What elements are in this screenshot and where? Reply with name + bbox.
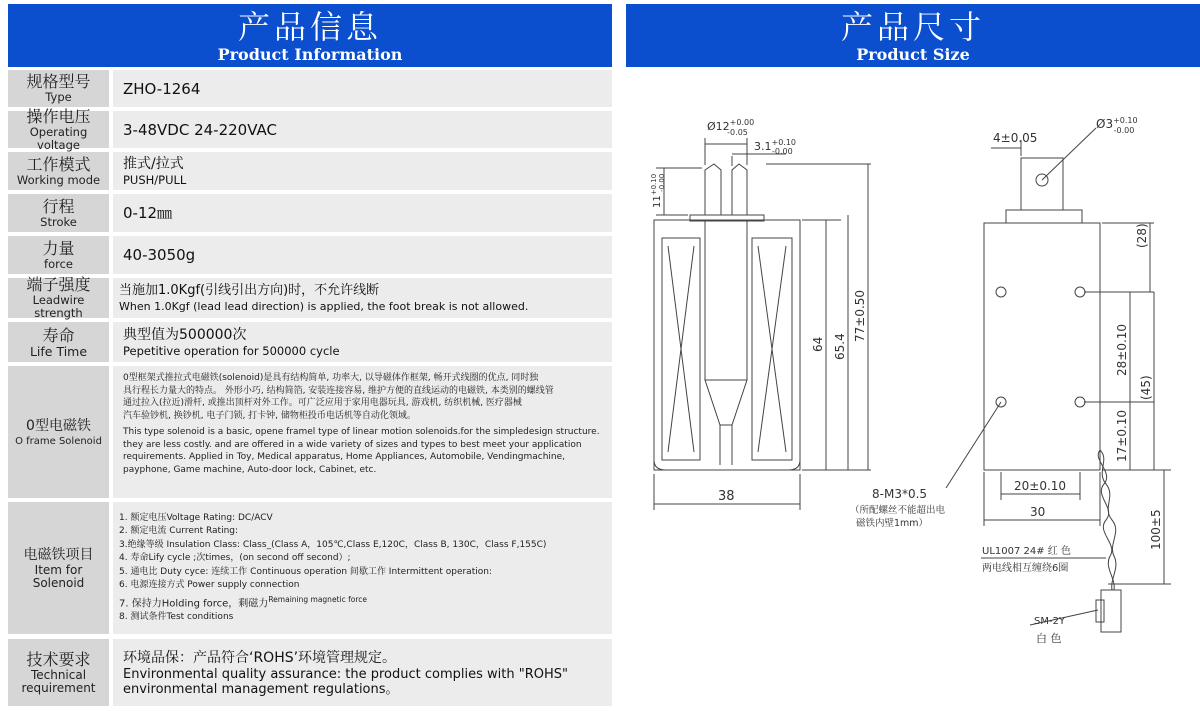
- label-cn: 端子强度: [26, 275, 91, 294]
- label-cn: 0型电磁铁: [26, 417, 91, 434]
- label-w38: 38: [718, 489, 735, 504]
- label-w30: 30: [1030, 505, 1046, 519]
- label-cn: 技术要求: [26, 649, 91, 669]
- label-d12: $Ø12^{+0.00}$ -0.05: [707, 118, 755, 137]
- label-en: Type: [45, 90, 72, 104]
- label-en: O frame Solenoid: [15, 435, 102, 447]
- desc-en-line: requirements. Applied in Toy, Medical apparatus, Home Appliances, Automobile, Vendingmachine,: [123, 452, 566, 462]
- label-h17: 17±0.10: [1115, 409, 1129, 462]
- banner-title-en: Product Information: [217, 45, 403, 64]
- value-text: 0-12㎜: [123, 204, 173, 222]
- label-wire: UL1007 24# 红 色: [982, 546, 1071, 557]
- label-h654: 65.4: [833, 333, 847, 360]
- side-mount-hole: [1075, 287, 1085, 297]
- value-text: 推式/拉式: [123, 156, 184, 172]
- spec-row-force: [8, 236, 612, 274]
- side-mount-hole: [996, 397, 1006, 407]
- spec-label: [8, 194, 109, 232]
- label-cn: 力量: [42, 238, 75, 258]
- desc-cn-line: 通过拉入(拉近)滑杆, 或推出顶杆对外工作。可广泛应用于家用电器玩具, 游戏机, 纺织机械, 医疗器械: [123, 398, 522, 408]
- label-en: Operating voltage: [29, 124, 88, 152]
- item-line: 3.绝缘等级 Insulation Class: Class_(Class A，105℃,Class E,120C，Class B, 130C，Class F,155C): [119, 539, 547, 550]
- front-body-outline: [654, 220, 800, 470]
- value-text: 3-48VDC 24-220VAC: [123, 120, 277, 139]
- spec-row-voltage: [8, 106, 612, 152]
- label-en: force: [44, 256, 73, 271]
- label-cn: 寿命: [42, 325, 75, 345]
- spec-label: [8, 70, 109, 107]
- side-connector: [1101, 590, 1121, 632]
- item-line-text: 7. 保持力Holding force，剩磁力: [119, 598, 269, 610]
- label-en: Technical: [30, 667, 87, 682]
- label-h64: 64: [811, 336, 825, 352]
- spec-label: [8, 275, 109, 320]
- label-h100: 100±5: [1149, 509, 1163, 550]
- item-line: [119, 593, 612, 611]
- item-line: 4. 寿命Lify cycle ;次times，(on second off second）;: [119, 553, 351, 564]
- dim-leader-d3: [1042, 128, 1096, 180]
- front-coil-right: [752, 238, 792, 460]
- spec-value: [113, 194, 612, 232]
- label-m3: 8-M3*0.5: [872, 487, 928, 501]
- spec-value: [113, 111, 612, 148]
- label-en: Leadwire strength: [32, 293, 85, 320]
- desc-en-line: payphone, Game machine, Auto-door lock, Cabinet, etc.: [123, 464, 377, 475]
- value-text: 当施加1.0Kgf(引线引出方向)时，不允许线断: [119, 283, 380, 298]
- spec-row-leadwire-strength: [8, 275, 612, 320]
- value-text-en: Environmental quality assurance: the product complies with "ROHS": [123, 666, 568, 682]
- label-en: Solenoid: [32, 576, 85, 590]
- value-text-en: environmental management regulations。: [123, 681, 399, 697]
- label-w4: 4±0.05: [993, 131, 1038, 145]
- connector-leader: [1030, 610, 1098, 625]
- spec-label: [8, 236, 109, 274]
- value-text-en: PUSH/PULL: [123, 173, 187, 187]
- label-wire-note: 两电线相互缠绕6圈: [982, 563, 1069, 574]
- label-d3: $Ø3^{+0.10}$ -0.00: [1096, 116, 1138, 135]
- front-body-bottom: [654, 460, 800, 470]
- label-en: Working mode: [16, 172, 101, 187]
- value-text: ZHO-1264: [123, 79, 201, 98]
- value-text-en: When 1.0Kgf (lead lead direction) is applied, the foot break is not allowed.: [119, 300, 529, 313]
- spec-row-life-time: [8, 322, 612, 362]
- spec-row-stroke: [8, 194, 612, 232]
- item-line-sup: Remaining magnetic force: [268, 594, 367, 604]
- spec-row-item-for-solenoid: [8, 502, 612, 634]
- value-text: 环境品保：产品符合‘ROHS’环境管理规定。: [123, 649, 397, 666]
- label-en: Stroke: [40, 214, 77, 229]
- label-h45: (45): [1139, 375, 1153, 400]
- value-text-en: Pepetitive operation for 500000 cycle: [123, 344, 340, 358]
- label-en: Life Time: [29, 343, 88, 359]
- side-wire-black: [1098, 450, 1114, 590]
- spec-label: [8, 106, 109, 152]
- spec-value: [113, 366, 612, 498]
- label-w31: $3.1^{+0.10}$ -0.00: [754, 138, 797, 156]
- label-cn: 操作电压: [26, 106, 91, 126]
- label-cn: 行程: [42, 196, 75, 216]
- label-en: requirement: [21, 680, 96, 695]
- spec-value: [113, 236, 612, 274]
- desc-cn-line: 汽车验钞机, 换钞机, 电子门锁, 打卡钟, 储物柜投币电话机等自动化领域。: [123, 410, 416, 421]
- label-connector-color: 白 色: [1036, 632, 1062, 645]
- spec-value: [113, 278, 612, 318]
- label-cn: 工作模式: [26, 154, 91, 174]
- dimension-labels: [650, 116, 1163, 645]
- banner-title-cn: 产品尺寸: [840, 8, 985, 46]
- label-w20: 20±0.10: [1014, 479, 1067, 493]
- item-line: 1. 额定电压Voltage Rating: DC/ACV: [119, 512, 273, 523]
- desc-en-line: they are less costly. and are offered in a wide variety of sizes and types to best meet your application: [123, 439, 582, 450]
- front-coil-right-cross: [758, 246, 786, 452]
- front-coil-left-cross: [668, 246, 694, 452]
- side-top-flange: [1006, 210, 1082, 223]
- item-line: 8. 测试条件Test conditions: [119, 611, 234, 622]
- side-wire-red: [1100, 450, 1116, 590]
- side-mount-hole: [996, 287, 1006, 297]
- spec-label: [8, 322, 109, 362]
- product-information-banner: [8, 4, 612, 67]
- label-m3-note: （所配螺丝不能超出电: [850, 505, 946, 516]
- side-connector-tab: [1096, 600, 1104, 622]
- item-line: 5. 通电比 Duty cyce: 连续工作 Continuous operation 间歇工作 Intermittent operation:: [119, 566, 492, 577]
- spec-label: [8, 639, 109, 706]
- label-h28p: (28): [1135, 223, 1149, 248]
- side-terminal: [1021, 158, 1063, 210]
- label-h11: $11^{+0.10}-0.00$: [650, 173, 666, 208]
- spec-row-working-mode: [8, 152, 612, 190]
- spec-value: [113, 70, 612, 107]
- front-top-flange: [690, 215, 764, 221]
- dimension-drawing: [626, 80, 1200, 711]
- label-cn: 电磁铁项目: [23, 547, 94, 563]
- side-mount-hole: [1075, 397, 1085, 407]
- label-cn: 规格型号: [26, 72, 91, 91]
- banner-title-en: Product Size: [856, 45, 970, 64]
- spec-value: [113, 322, 612, 362]
- front-plunger-left: [705, 164, 721, 215]
- spec-value: [113, 152, 612, 190]
- front-plunger-right: [732, 164, 747, 215]
- product-size-banner: [626, 4, 1200, 67]
- spec-row-oframe-solenoid: [8, 366, 612, 498]
- spec-label: [8, 502, 109, 634]
- banner-title-cn: 产品信息: [237, 8, 382, 46]
- spec-value: [113, 639, 612, 706]
- desc-cn-line: 0型框架式推拉式电磁铁(solenoid)是具有结构简单, 功率大, 以导磁体作框架, 畅开式线圈的优点, 同时独: [123, 373, 539, 383]
- spec-value: [113, 502, 612, 634]
- desc-en-line: This type solenoid is a basic, opene framel type of linear motion solenoids.for the simpledesign structure.: [123, 427, 600, 437]
- dim-leader-m3: [946, 402, 1001, 488]
- label-connector: SM-2Y: [1034, 616, 1066, 627]
- label-h77: 77±0.50: [853, 289, 867, 342]
- spec-row-type: [8, 70, 612, 107]
- value-text: 典型值为500000次: [123, 327, 247, 343]
- spec-row-technical-requirement: [8, 639, 612, 706]
- front-coil-left: [662, 238, 700, 460]
- item-line: 6. 电源连接方式 Power supply connection: [119, 580, 300, 591]
- value-text: 40-3050g: [123, 246, 196, 264]
- label-m3-note: 磁铁内壁1mm）: [856, 518, 929, 529]
- front-cone: [705, 380, 747, 425]
- label-h28: 28±0.10: [1115, 323, 1129, 376]
- spec-label: [8, 366, 109, 498]
- spec-label: [8, 152, 109, 190]
- item-line: 2. 额定电流 Current Rating:: [119, 526, 239, 537]
- label-en: Item for: [34, 563, 83, 577]
- side-terminal-hole: [1036, 174, 1048, 186]
- desc-cn-line: 具行程长力量大的特点。 外形小巧, 结构简箔, 安装连接容易, 维护方便的直线运动的电磁铁, 本类别的螺线管: [123, 385, 554, 396]
- side-body-outline: [984, 223, 1100, 470]
